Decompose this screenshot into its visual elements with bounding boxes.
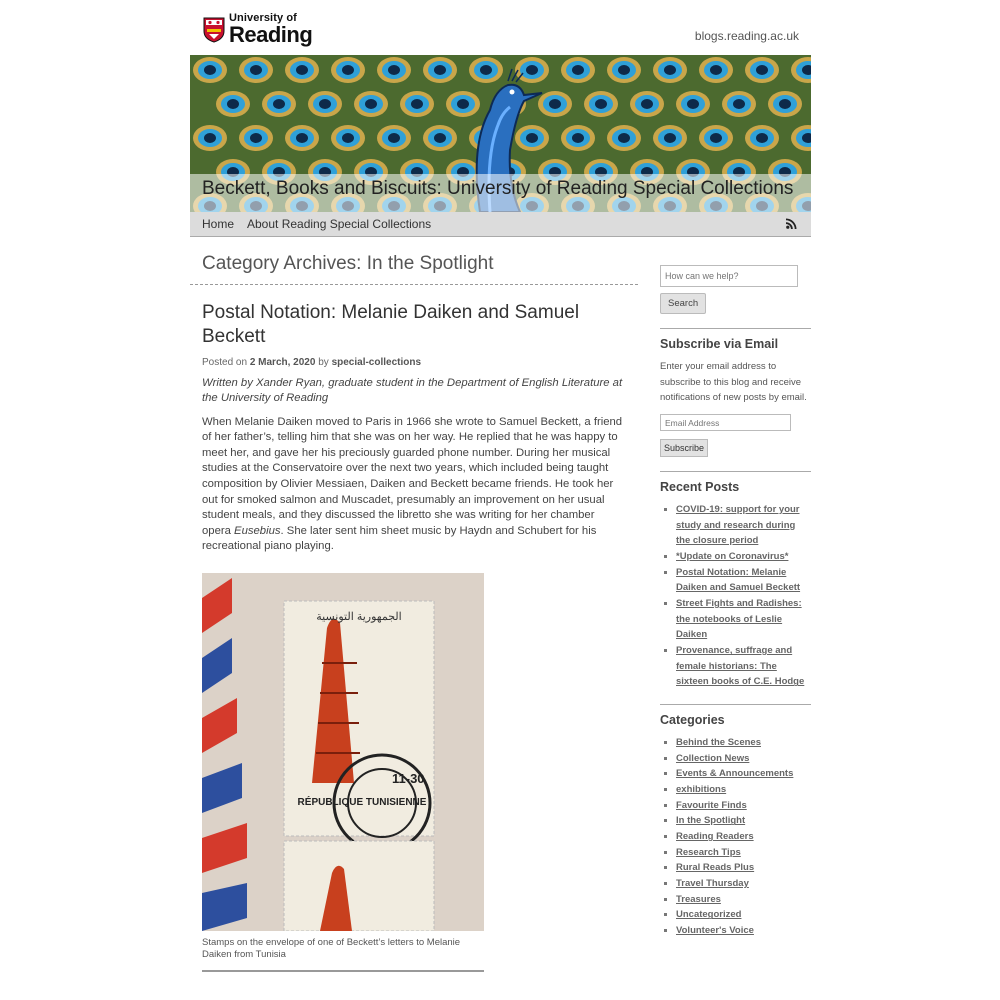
feather-eye-center: [618, 133, 630, 143]
post-author[interactable]: special-collections: [331, 356, 422, 368]
list-item: [676, 813, 811, 829]
para-text-end: . She later sent him sheet music by Haydn and Schubert for his recreational piano playing.: [202, 524, 597, 553]
feather-eye-center: [549, 99, 561, 109]
university-logo[interactable]: [203, 13, 312, 46]
post-meta: [202, 357, 626, 368]
category-link[interactable]: Favourite Finds: [676, 799, 747, 811]
feather-eye-center: [250, 65, 262, 75]
category-link[interactable]: Travel Thursday: [676, 878, 749, 890]
category-link[interactable]: Collection News: [676, 752, 750, 764]
list-item: [676, 892, 811, 908]
feather-eye-center: [434, 65, 446, 75]
nav-about[interactable]: About Reading Special Collections: [247, 217, 432, 231]
categories-heading: Categories: [660, 713, 725, 728]
subscribe-heading: Subscribe via Email: [660, 337, 779, 351]
stamps-photo[interactable]: [202, 573, 484, 931]
email-field[interactable]: [660, 414, 791, 431]
feather-eye-center: [733, 99, 745, 109]
feather-eye-center: [572, 65, 584, 75]
category-link[interactable]: In the Spotlight: [676, 815, 746, 827]
list-item: [676, 845, 811, 861]
post-title[interactable]: Postal Notation: Melanie Daiken and Samuel Beckett: [202, 302, 580, 347]
list-item: [676, 643, 811, 690]
list-item: [676, 782, 811, 798]
list-item: [676, 798, 811, 814]
feather-eye-center: [526, 65, 538, 75]
svg-text:11-30: 11-30: [392, 771, 425, 786]
logo-line1: University of: [229, 12, 297, 24]
logo-line2: Reading: [229, 22, 313, 47]
feather-eye-center: [526, 133, 538, 143]
feather-eye-center: [365, 99, 377, 109]
recent-posts-heading: Recent Posts: [660, 480, 740, 495]
image-caption: Stamps on the envelope of one of Beckett’s letters to Melanie Daiken from Tunisia: [202, 937, 484, 972]
feather-eye-center: [342, 65, 354, 75]
feather-eye-center: [296, 133, 308, 143]
feather-eye-center: [664, 65, 676, 75]
feather-eye-center: [710, 133, 722, 143]
feather-eye-center: [457, 99, 469, 109]
categories-widget: [660, 704, 811, 939]
main-nav: [190, 212, 811, 237]
feather-eye-center: [296, 65, 308, 75]
list-item: [676, 502, 811, 549]
feather-eye-center: [480, 65, 492, 75]
category-link[interactable]: Behind the Scenes: [676, 737, 761, 749]
svg-text:الجمهورية التونسية: الجمهورية التونسية: [316, 611, 402, 623]
list-item: [676, 876, 811, 892]
subscribe-widget: [660, 328, 811, 457]
post-intro: Written by Xander Ryan, graduate student in the Department of English Literature at the University of Reading: [202, 376, 623, 405]
feather-eye-center: [388, 65, 400, 75]
category-link[interactable]: Treasures: [676, 893, 721, 905]
list-item: [676, 751, 811, 767]
category-link[interactable]: Uncategorized: [676, 909, 742, 921]
feather-eye-center: [273, 99, 285, 109]
category-link[interactable]: Events & Announcements: [676, 768, 794, 780]
main-content: [190, 245, 638, 961]
recent-post-link[interactable]: Provenance, suffrage and female historians: The sixteen books of C.E. Hodge: [676, 645, 805, 688]
rss-icon[interactable]: [786, 218, 797, 229]
feather-eye-center: [572, 133, 584, 143]
feather-eye-center: [250, 133, 262, 143]
header-banner: [190, 55, 811, 212]
feather-eye-center: [664, 133, 676, 143]
feather-eye-center: [319, 99, 331, 109]
category-link[interactable]: Reading Readers: [676, 831, 754, 843]
feather-eye-center: [204, 65, 216, 75]
opera-title: Eusebius: [234, 524, 281, 537]
by-label: by: [318, 356, 329, 368]
list-item: [676, 860, 811, 876]
archive-title: Category Archives: In the Spotlight: [202, 253, 494, 274]
feather-eye-center: [756, 65, 768, 75]
feather-eye-center: [411, 99, 423, 109]
sidebar: [660, 265, 811, 939]
feather-eye-center: [618, 65, 630, 75]
recent-post-link[interactable]: COVID-19: support for your study and research during the closure period: [676, 504, 800, 547]
feather-eye-center: [434, 133, 446, 143]
site-title[interactable]: Beckett, Books and Biscuits: University of Reading Special Collections: [190, 174, 811, 212]
crest-icon: [203, 17, 225, 43]
category-link[interactable]: Rural Reads Plus: [676, 862, 755, 874]
svg-text:RÉPUBLIQUE TUNISIENNE: RÉPUBLIQUE TUNISIENNE: [297, 797, 427, 808]
list-item: [676, 829, 811, 845]
feather-eye-center: [342, 133, 354, 143]
search-button[interactable]: Search: [660, 293, 706, 314]
list-item: [676, 923, 811, 939]
feather-eye-center: [756, 133, 768, 143]
feather-eye-center: [641, 99, 653, 109]
post-body: [202, 376, 626, 555]
recent-post-link[interactable]: *Update on Coronavirus*: [676, 551, 789, 563]
feather-eye-center: [687, 99, 699, 109]
list-item: [676, 596, 811, 643]
list-item: [676, 735, 811, 751]
list-item: [676, 766, 811, 782]
feather-eye-center: [227, 99, 239, 109]
posted-on-label: Posted on: [202, 356, 248, 368]
list-item: [676, 549, 811, 565]
feather-eye-center: [595, 99, 607, 109]
post-date[interactable]: 2 March, 2020: [249, 356, 316, 368]
category-link[interactable]: exhibitions: [676, 784, 727, 796]
blogs-home-link[interactable]: blogs.reading.ac.uk: [694, 29, 799, 43]
list-item: [676, 565, 811, 596]
feather-eye-center: [710, 65, 722, 75]
feather-eye-center: [388, 133, 400, 143]
category-link[interactable]: Research Tips: [676, 846, 741, 858]
feather-eye-center: [779, 99, 791, 109]
subscribe-button[interactable]: Subscribe: [660, 439, 708, 457]
recent-posts-widget: [660, 471, 811, 690]
list-item: [676, 907, 811, 923]
feather-eye-center: [204, 133, 216, 143]
post-paragraph: [202, 415, 626, 555]
category-link[interactable]: Volunteer's Voice: [676, 925, 754, 937]
nav-home[interactable]: Home: [202, 217, 235, 231]
subscribe-text: Enter your email address to subscribe to this blog and receive notifications of new posts by email.: [660, 361, 807, 404]
top-bar: [190, 0, 811, 54]
search-input[interactable]: [660, 265, 798, 287]
recent-post-link[interactable]: Postal Notation: Melanie Daiken and Samuel Beckett: [676, 566, 801, 594]
recent-post-link[interactable]: Street Fights and Radishes: the notebooks of Leslie Daiken: [676, 598, 802, 641]
para-text: When Melanie Daiken moved to Paris in 1966 she wrote to Samuel Beckett, a friend of her father’s, telling him that she was on her way. He replied that he was happy to meet her, and gave her his preciously guarded phone number. During her musical studies at the Conservatoire over the next two years, which included being taught composition by Olivier Messiaen, Daiken and Beckett became friends. He took her out for smoked salmon and Muscadet, presumably an improvement on her usual student meals, and they discussed the libretto she was writing for her chamber opera: [202, 415, 623, 537]
post-figure: [202, 573, 484, 972]
